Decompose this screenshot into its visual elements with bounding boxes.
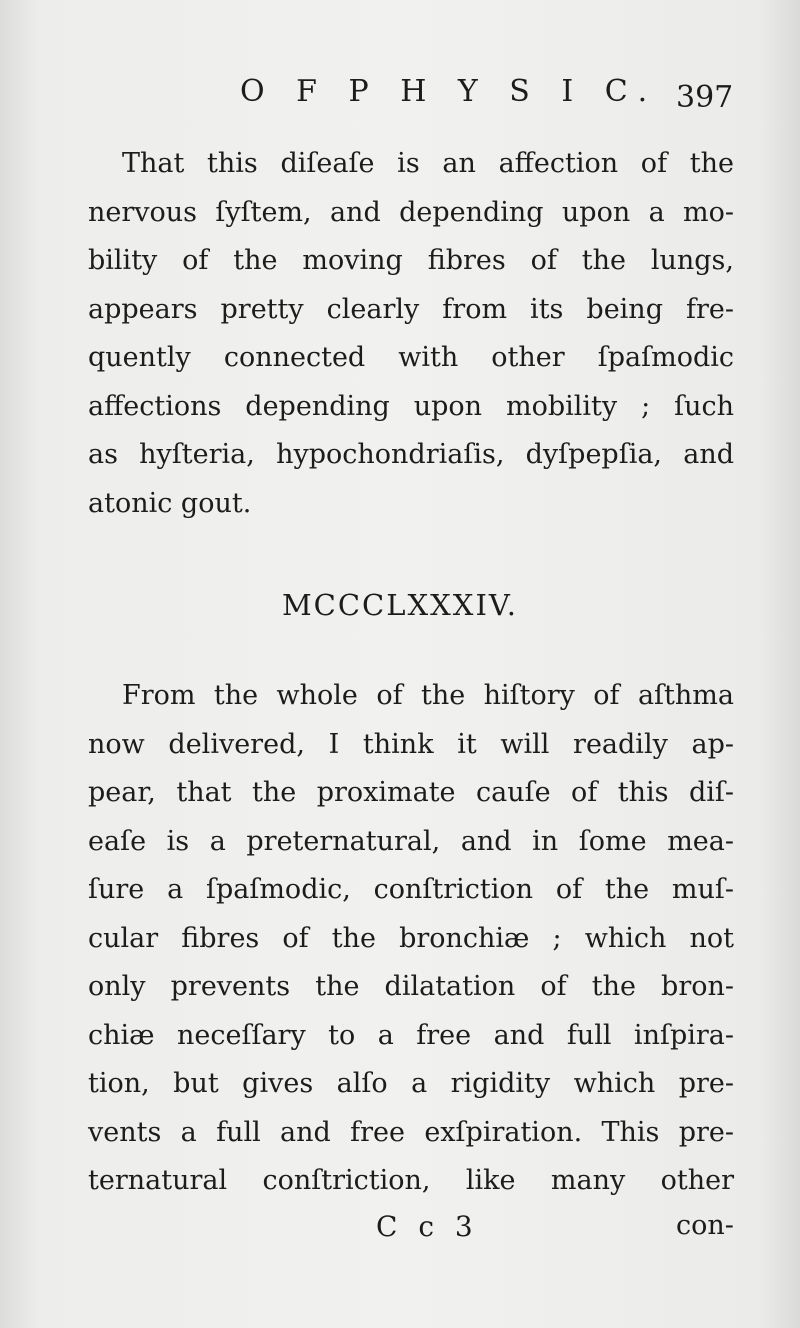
text-line: vents a full and free exſpiration. This pre- <box>88 1116 734 1148</box>
text-line: now delivered, I think it will readily ap- <box>88 728 734 760</box>
text-line: atonic gout. <box>88 487 252 519</box>
text-line: chiæ neceſſary to a free and full inſpira- <box>88 1019 734 1051</box>
catchword: con- <box>676 1210 734 1241</box>
text-line: ternatural conſtriction, like many other <box>88 1165 734 1196</box>
paragraph-2 <box>88 672 734 1206</box>
running-head <box>0 68 800 118</box>
text-line: nervous ſyſtem, and depending upon a mo- <box>88 196 734 228</box>
page-footer <box>0 1210 800 1250</box>
section-heading: MCCCLXXXIV. <box>281 588 518 622</box>
page-number: 397 <box>676 80 734 115</box>
text-line: only prevents the dilatation of the bron- <box>88 971 734 1002</box>
running-title: O F P H Y S I C. <box>240 74 659 109</box>
text-line: tion, but gives alſo a rigidity which pre- <box>88 1068 734 1099</box>
text-line: eaſe is a preternatural, and in ſome mea- <box>88 825 734 857</box>
text-line: as hyſteria, hypochondriaſis, dyſpepſia, and <box>88 439 734 470</box>
text-line: ſure a ſpaſmodic, conſtriction of the muſ- <box>88 874 734 905</box>
signature-mark: C c 3 <box>376 1210 479 1243</box>
text-line: pear, that the proximate cauſe of this diſ- <box>88 777 734 808</box>
text-line: bility of the moving fibres of the lungs, <box>88 245 734 276</box>
text-line: cular fibres of the bronchiæ ; which not <box>88 922 734 954</box>
text-line: quently connected with other ſpaſmodic <box>88 342 734 373</box>
paragraph-1 <box>88 140 734 528</box>
text-line: From the whole of the hiſtory of aſthma <box>122 680 734 711</box>
text-line: That this diſeaſe is an affection of the <box>122 148 734 179</box>
text-line: appears pretty clearly from its being fre- <box>88 293 734 325</box>
text-line: affections depending upon mobility ; ſuch <box>88 390 734 422</box>
